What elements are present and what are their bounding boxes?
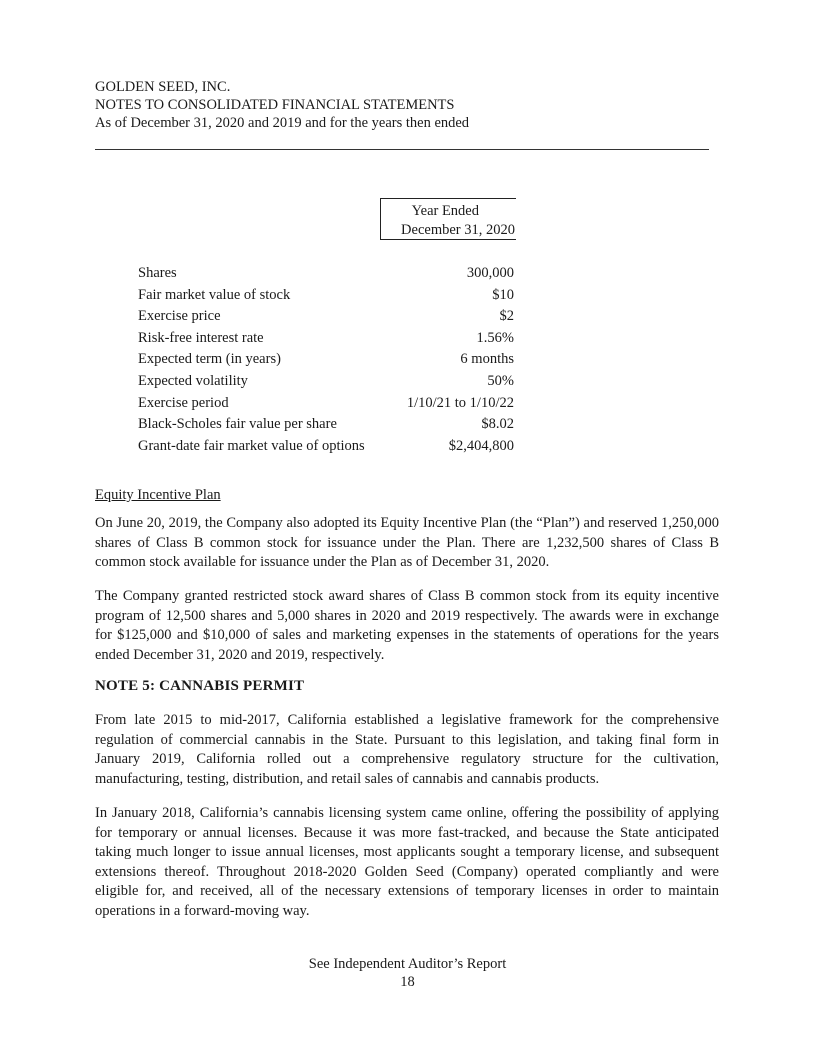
reporting-period: As of December 31, 2020 and 2019 and for the years then ended — [95, 115, 470, 131]
row-value: $10 — [492, 286, 514, 303]
row-value: 1/10/21 to 1/10/22 — [406, 394, 514, 411]
column-header-line1: Year Ended — [411, 203, 479, 219]
note5-paragraph-1: From late 2015 to mid-2017, California established a legislative framework for the comprehensive regulation of commercial cannabis in the State. Pursuant to this legislation, and taking final form in January 2019, California rolled out a comprehensive regulatory structure for the cultivation, manufacturing, testing, distribution, and retail sales of cannabis and cannabis products. — [95, 712, 719, 787]
table-row — [138, 328, 518, 350]
header-divider — [95, 149, 709, 150]
row-value: 6 months — [460, 351, 514, 368]
equity-incentive-paragraph-1-block — [95, 514, 719, 573]
table-row — [138, 371, 518, 393]
row-label: Expected volatility — [138, 372, 248, 389]
column-header-line2: December 31, 2020 — [401, 222, 515, 238]
assumptions-table — [138, 263, 518, 457]
equity-incentive-paragraph-2: The Company granted restricted stock award shares of Class B common stock from its equity incentive program of 12,500 shares and 5,000 shares in 2020 and 2019 respectively. The awards were in exchange for $125,000 and $10,000 of sales and marketing expenses in the statements of operations for the years ended December 31, 2020 and 2019, respectively. — [95, 588, 719, 663]
row-label: Shares — [138, 265, 177, 281]
equity-incentive-paragraph-2-block — [95, 587, 719, 665]
row-value: 1.56% — [476, 329, 514, 346]
row-value: 300,000 — [466, 265, 514, 281]
note5-paragraph-1-block — [95, 711, 719, 789]
table-row — [138, 414, 518, 436]
note5-heading: NOTE 5: CANNABIS PERMIT — [95, 678, 305, 694]
row-label: Grant-date fair market value of options — [138, 437, 365, 454]
auditor-report-note: See Independent Auditor’s Report — [308, 956, 507, 972]
note5-paragraph-2-block — [95, 804, 719, 921]
row-label: Exercise price — [138, 308, 221, 325]
row-label: Risk-free interest rate — [138, 329, 264, 346]
page-footer — [0, 955, 815, 991]
row-label: Exercise period — [138, 394, 229, 411]
table-row — [138, 285, 518, 307]
row-value: $8.02 — [481, 416, 514, 433]
equity-incentive-heading: Equity Incentive Plan — [95, 487, 221, 503]
row-label: Fair market value of stock — [138, 286, 291, 303]
table-column-header — [380, 198, 516, 240]
equity-incentive-paragraph-1: On June 20, 2019, the Company also adopted its Equity Incentive Plan (the “Plan”) and reserved 1,250,000 shares of Class B common stock for issuance under the Plan. There are 1,232,500 shares of Class B common stock available for issuance under the Plan as of December 31, 2020. — [95, 515, 719, 570]
row-label: Black-Scholes fair value per share — [138, 416, 337, 433]
row-label: Expected term (in years) — [138, 351, 281, 368]
row-value: $2,404,800 — [448, 437, 514, 454]
page-number: 18 — [400, 974, 415, 990]
company-name: GOLDEN SEED, INC. — [95, 79, 231, 95]
table-row — [138, 263, 518, 285]
table-row — [138, 393, 518, 415]
table-row — [138, 436, 518, 458]
row-value: $2 — [499, 308, 514, 325]
table-row — [138, 349, 518, 371]
page-header — [95, 78, 715, 132]
row-value: 50% — [487, 372, 514, 389]
note5-paragraph-2: In January 2018, California’s cannabis licensing system came online, offering the possibility of applying for temporary or annual licenses. Because it was more fast-tracked, and because the State anticipated taking much longer to issue annual licenses, most applicants sought a temporary license, and subsequent extensions thereof. Throughout 2018-2020 Golden Seed (Company) operated compliantly and were eligible for, and received, all of the necessary extensions of temporary licenses in order to maintain operations in a forward-moving way. — [95, 805, 719, 919]
equity-incentive-heading-block — [95, 487, 719, 504]
document-title: NOTES TO CONSOLIDATED FINANCIAL STATEMENTS — [95, 97, 455, 113]
note5-heading-block — [95, 678, 719, 695]
table-row — [138, 306, 518, 328]
